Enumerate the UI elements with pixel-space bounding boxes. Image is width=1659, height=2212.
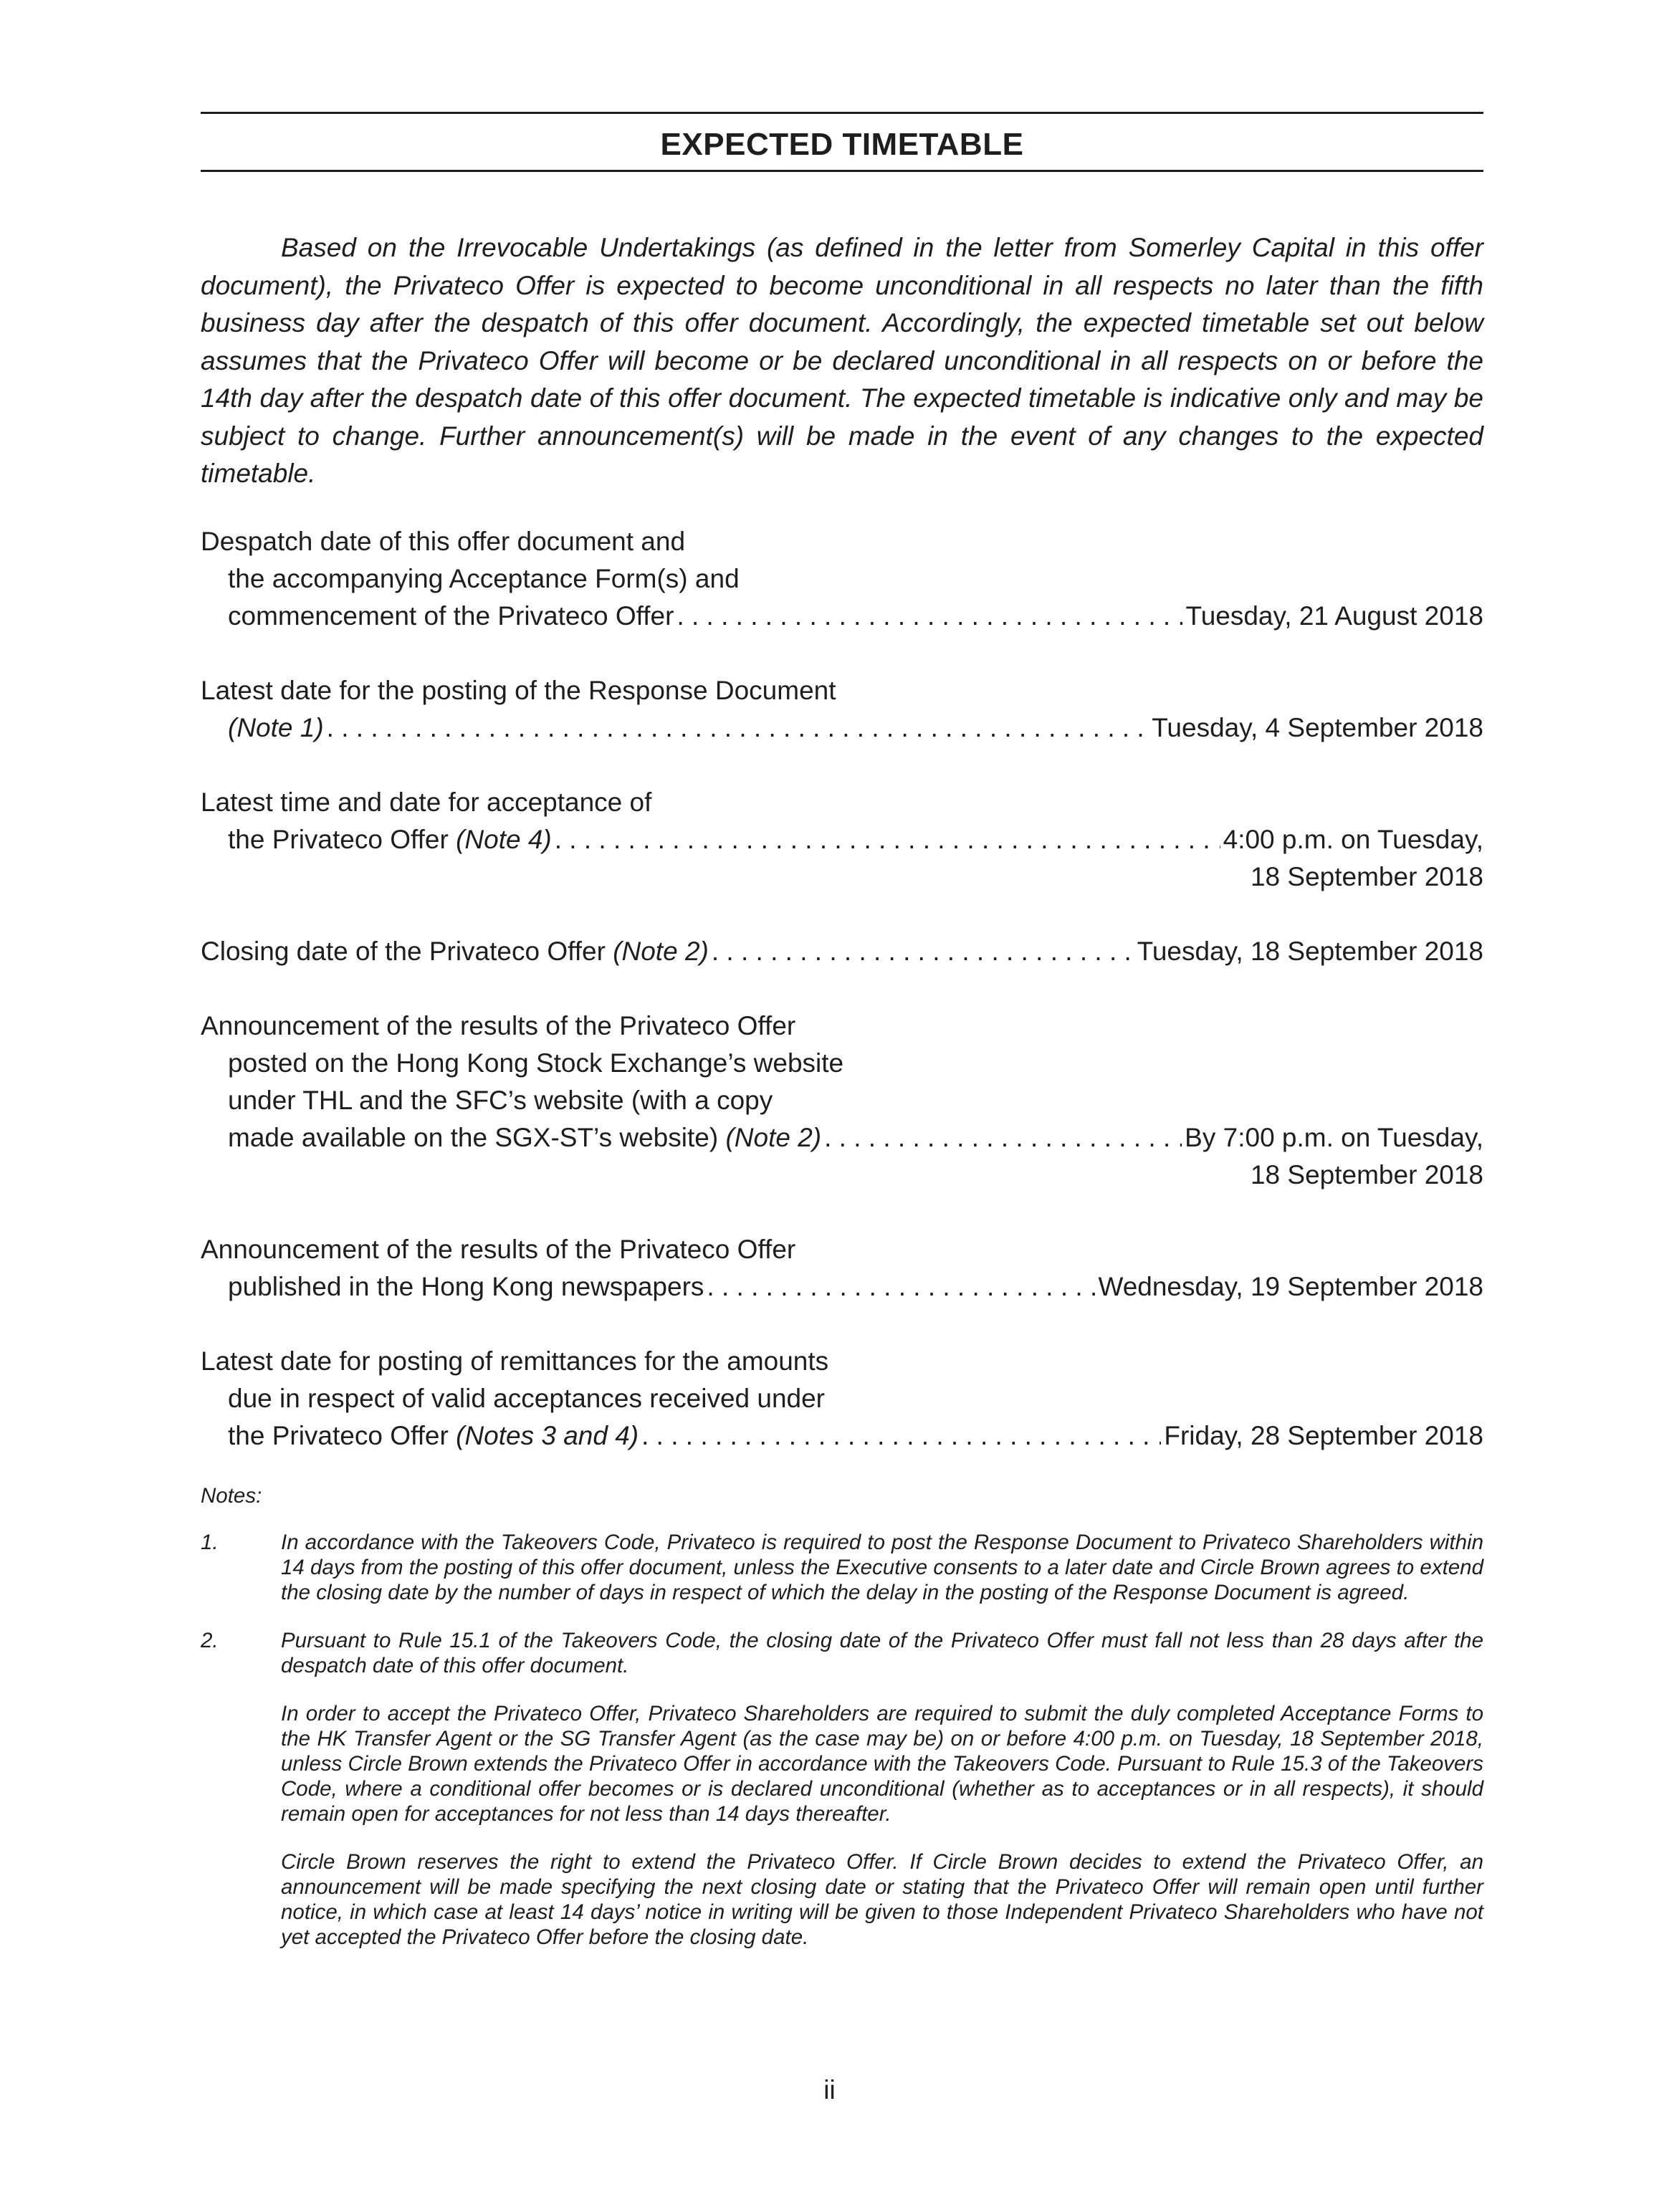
- timetable-entry: [201, 523, 1483, 635]
- timetable: [201, 523, 1483, 1455]
- note-number: 2.: [201, 1628, 219, 1652]
- entry-note-ref: (Notes 3 and 4): [456, 1420, 639, 1450]
- entry-description-line: Despatch date of this offer document and: [201, 526, 686, 556]
- note-paragraph: In accordance with the Takeovers Code, Privateco is required to post the Response Document to Privateco Shareholders within 14 days from the posting of this offer document, unless the Executive consents to a later date and Circle Brown agrees to extend the closing date by the number of days in respect of which the delay in the posting of the Response Document is agreed.: [281, 1530, 1483, 1604]
- entry-description-text: published in the Hong Kong newspapers: [228, 1271, 704, 1301]
- entry-label: [228, 1268, 704, 1306]
- entry-date: Friday, 28 September 2018: [1164, 1420, 1483, 1450]
- entry-leader-line: [201, 1417, 1483, 1455]
- entry-date: Tuesday, 21 August 2018: [1185, 600, 1483, 631]
- entry-date: Tuesday, 18 September 2018: [1137, 936, 1483, 966]
- entry-date-continued: 18 September 2018: [1250, 1159, 1483, 1189]
- timetable-entry: [201, 672, 1483, 747]
- entry-date: By 7:00 p.m. on Tuesday,: [1185, 1122, 1483, 1152]
- dot-leader: [676, 598, 1182, 635]
- entry-date: Tuesday, 4 September 2018: [1152, 712, 1483, 742]
- entry-date: Wednesday, 19 September 2018: [1098, 1271, 1483, 1301]
- note-paragraph: Circle Brown reserves the right to extend the Privateco Offer. If Circle Brown decides to extend the Privateco Offer, an announcement will be made specifying the next closing date or stating that the Privateco Offer will remain open until further notice, in which case at least 14 days’ notice in writing will be given to those Independent Privateco Shareholders who have not yet accepted the Privateco Offer before the closing date.: [281, 1849, 1483, 1949]
- entry-leader-line: [201, 821, 1483, 858]
- dot-leader: [824, 1119, 1182, 1157]
- entry-label: [201, 933, 709, 970]
- dot-leader: [707, 1268, 1095, 1306]
- entry-note-ref: (Note 2): [725, 1122, 822, 1152]
- note-number: 1.: [201, 1530, 219, 1554]
- entry-description-line: under THL and the SFC’s website (with a copy: [228, 1085, 773, 1115]
- entry-leader-line: [201, 1119, 1483, 1157]
- entry-description-text: Closing date of the Privateco Offer: [201, 936, 606, 966]
- entry-note-ref: (Note 2): [613, 936, 709, 966]
- timetable-entry: [201, 933, 1483, 970]
- note-item: [201, 1628, 1483, 1950]
- entry-label: [228, 1417, 639, 1455]
- entry-label: [228, 821, 552, 858]
- entry-leader-line: [201, 598, 1483, 635]
- page-number: ii: [823, 2075, 836, 2105]
- notes-title: Notes:: [201, 1483, 262, 1508]
- entry-label: [228, 709, 324, 747]
- entry-description-line: Latest time and date for acceptance of: [201, 787, 652, 817]
- note-paragraph: In order to accept the Privateco Offer, Privateco Shareholders are required to submit the duly completed Acceptance Forms to the HK Transfer Agent or the SG Transfer Agent (as the case may be) on or before 4:00 p.m. on Tuesday, 18 September 2018, unless Circle Brown extends the Privateco Offer in accordance with the Takeovers Code. Pursuant to Rule 15.3 of the Takeovers Code, where a conditional offer becomes or is declared unconditional (whether as to acceptances or in all respects), it should remain open for acceptances for not less than 14 days thereafter.: [281, 1701, 1483, 1826]
- entry-note-ref: (Note 4): [456, 824, 552, 854]
- entry-description-text: made available on the SGX-ST’s website): [228, 1122, 719, 1152]
- timetable-entry: [201, 1343, 1483, 1455]
- entry-description-line: Announcement of the results of the Privateco Offer: [201, 1234, 796, 1264]
- timetable-entry: [201, 1231, 1483, 1306]
- entry-description-text: the Privateco Offer: [228, 824, 449, 854]
- notes-section: [201, 1483, 1483, 1950]
- note-body: [281, 1530, 1483, 1605]
- entry-description-line: Latest date for posting of remittances for the amounts: [201, 1346, 829, 1376]
- note-paragraph: Pursuant to Rule 15.1 of the Takeovers Code, the closing date of the Privateco Offer must fall not less than 28 days after the despatch date of this offer document.: [281, 1628, 1483, 1677]
- document-page: [201, 112, 1483, 1973]
- intro-paragraph: Based on the Irrevocable Undertakings (as defined in the letter from Somerley Capital in this offer document), the Privateco Offer is expected to become unconditional in all respects no later than the fifth business day after the despatch of this offer document. Accordingly, the expected timetable set out below assumes that the Privateco Offer will become or be declared unconditional in all respects on or before the 14th day after the despatch date of this offer document. The expected timetable is indicative only and may be subject to change. Further announcement(s) will be made in the event of any changes to the expected timetable.: [201, 233, 1483, 488]
- dot-leader: [327, 709, 1149, 747]
- dot-leader: [712, 933, 1134, 970]
- timetable-entry: [201, 1007, 1483, 1194]
- dot-leader: [555, 821, 1220, 858]
- entry-description-line: the accompanying Acceptance Form(s) and: [228, 563, 740, 593]
- notes-list: [201, 1530, 1483, 1950]
- timetable-entry: [201, 784, 1483, 896]
- entry-description-line: posted on the Hong Kong Stock Exchange’s website: [228, 1048, 844, 1078]
- entry-note-ref: (Note 1): [228, 712, 324, 742]
- page-title: EXPECTED TIMETABLE: [660, 127, 1024, 162]
- entry-date: 4:00 p.m. on Tuesday,: [1223, 824, 1483, 854]
- note-item: [201, 1530, 1483, 1605]
- entry-label: [228, 1119, 821, 1157]
- note-body: [281, 1628, 1483, 1950]
- entry-date-continued: 18 September 2018: [1250, 861, 1483, 891]
- entry-leader-line: [201, 1268, 1483, 1306]
- entry-leader-line: [201, 709, 1483, 747]
- entry-label: [228, 598, 674, 635]
- entry-description-text: the Privateco Offer: [228, 1420, 449, 1450]
- entry-description-line: Latest date for the posting of the Response Document: [201, 675, 836, 705]
- entry-description-text: commencement of the Privateco Offer: [228, 600, 674, 631]
- entry-description-line: due in respect of valid acceptances received under: [228, 1383, 826, 1413]
- entry-description-line: Announcement of the results of the Privateco Offer: [201, 1010, 796, 1040]
- title-rule: [201, 170, 1483, 172]
- entry-leader-line: [201, 933, 1483, 970]
- dot-leader: [641, 1417, 1161, 1455]
